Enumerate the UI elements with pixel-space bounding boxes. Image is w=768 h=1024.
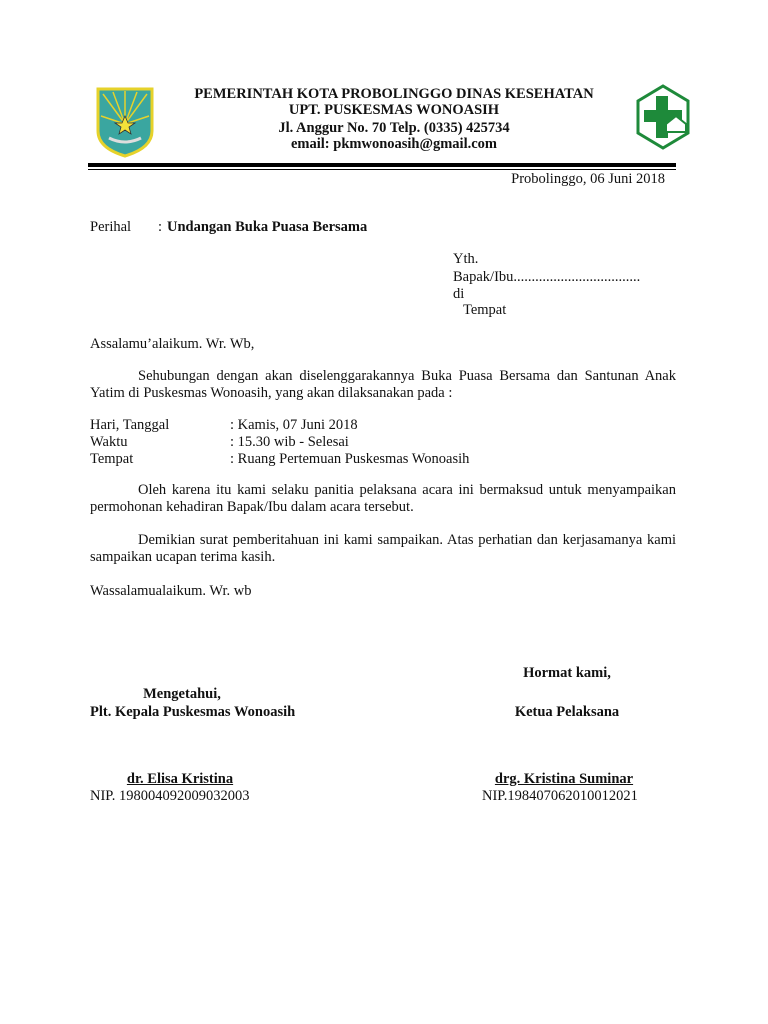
- header-line-1: PEMERINTAH KOTA PROBOLINGGO DINAS KESEHATAN: [194, 86, 594, 102]
- left-signer-nip: NIP. 198004092009032003: [90, 788, 250, 804]
- paragraph-3: Demikian surat pemberitahuan ini kami sampaikan. Atas perhatian dan kerjasamanya kami sampaikan ucapan terima kasih.: [90, 532, 676, 565]
- mengetahui: Mengetahui,: [143, 686, 221, 702]
- detail-value: : 15.30 wib - Selesai: [230, 434, 349, 450]
- hormat-kami: Hormat kami,: [523, 665, 611, 681]
- recipient-di: di: [453, 286, 465, 302]
- perihal-sep: :: [158, 219, 163, 235]
- header-email: email: pkmwonoasih@gmail.com: [290, 136, 498, 152]
- right-signer-nip: NIP.198407062010012021: [482, 788, 638, 804]
- paragraph-1: Sehubungan dengan akan diselenggarakannya Buka Puasa Bersama dan Santunan Anak Yatim di Puskesmas Wonoasih, yang akan dilaksanakan pada :: [90, 368, 676, 401]
- left-signer-title: Plt. Kepala Puskesmas Wonoasih: [90, 704, 296, 720]
- recipient-place: Tempat: [463, 302, 507, 318]
- perihal-label: Perihal: [90, 219, 132, 235]
- city-emblem-logo: [95, 86, 155, 158]
- recipient-name: Bapak/Ibu...................................: [453, 269, 641, 285]
- closing: Wassalamualaikum. Wr. wb: [90, 583, 252, 599]
- letter-date: Probolinggo, 06 Juni 2018: [511, 171, 665, 187]
- detail-value: : Kamis, 07 Juni 2018: [230, 417, 358, 433]
- right-signer-title: Ketua Pelaksana: [514, 704, 620, 720]
- recipient-yth: Yth.: [453, 251, 479, 267]
- left-signer-name: dr. Elisa Kristina: [126, 771, 234, 787]
- perihal-value: Undangan Buka Puasa Bersama: [167, 219, 368, 235]
- header-address: Jl. Anggur No. 70 Telp. (0335) 425734: [278, 120, 510, 136]
- detail-label: Waktu: [90, 434, 128, 450]
- header-line-2: UPT. PUSKESMAS WONOASIH: [288, 102, 500, 118]
- greeting: Assalamu’alaikum. Wr. Wb,: [90, 336, 255, 352]
- puskesmas-logo: [636, 84, 690, 150]
- right-signer-name: drg. Kristina Suminar: [494, 771, 634, 787]
- detail-value: : Ruang Pertemuan Puskesmas Wonoasih: [230, 451, 470, 467]
- header-rule-thin: [88, 169, 676, 170]
- header-rule-thick: [88, 163, 676, 167]
- paragraph-2: Oleh karena itu kami selaku panitia pelaksana acara ini bermaksud untuk menyampaikan permohonan kehadiran Bapak/Ibu dalam acara tersebut.: [90, 482, 676, 515]
- detail-label: Tempat: [90, 451, 134, 467]
- detail-label: Hari, Tanggal: [90, 417, 170, 433]
